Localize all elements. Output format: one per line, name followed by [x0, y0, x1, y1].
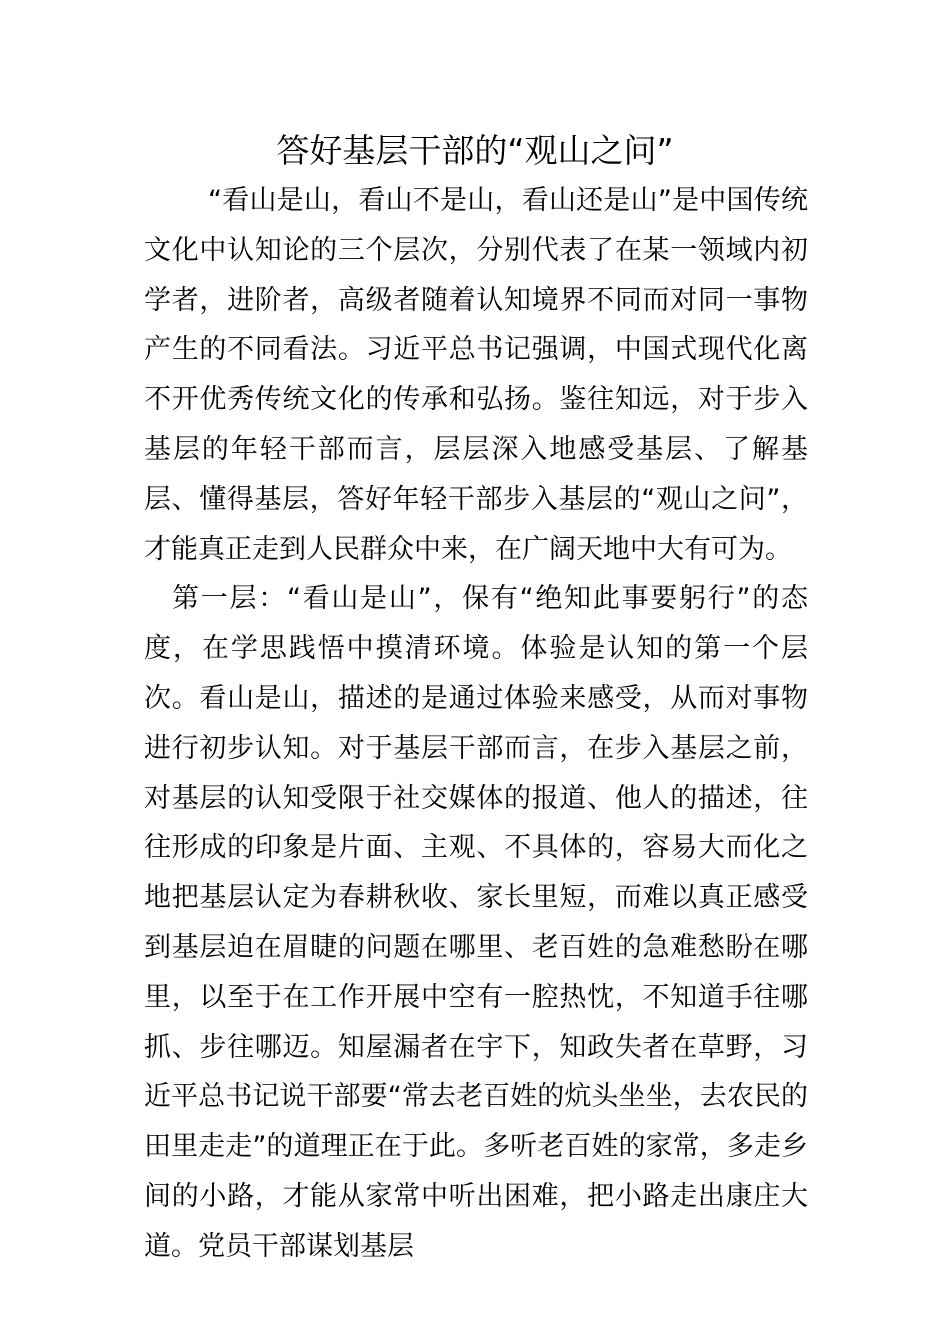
paragraph-first-layer: 第一层：“看山是山”，保有“绝知此事要躬行”的态度，在学思践悟中摸清环境。体验是认知的第一个层次。看山是山，描述的是通过体验来感受，从而对事物进行初步认知。对于基层干部而言，在步入基层之前，对基层的认知受限于社交媒体的报道、他人的描述，往往形成的印象是片面、主观、不具体的，容易大而化之地把基层认定为春耕秋收、家长里短，而难以真正感受到基层迫在眉睫的问题在哪里、老百姓的急难愁盼在哪里，以至于在工作开展中空有一腔热忱，不知道手往哪抓、步往哪迈。知屋漏者在宇下，知政失者在草野，习近平总书记说干部要“常去老百姓的炕头坐坐，去农民的田里走走”的道理正在于此。多听老百姓的家常，多走乡间的小路，才能从家常中听出困难，把小路走出康庄大道。党员干部谋划基层 — [144, 583, 808, 1262]
paragraph-intro: “看山是山，看山不是山，看山还是山”是中国传统文化中认知论的三个层次，分别代表了在某一领域内初学者，进阶者，高级者随着认知境界不同而对同一事物产生的不同看法。习近平总书记强调，中国式现代化离不开优秀传统文化的传承和弘扬。鉴往知远，对于步入基层的年轻干部而言，层层深入地感受基层、了解基层、懂得基层，答好年轻干部步入基层的“观山之问”，才能真正走到人民群众中来，在广阔天地中大有可为。 — [144, 185, 808, 565]
document-title: 答好基层干部的“观山之问” — [276, 131, 674, 170]
document-body — [144, 176, 808, 1272]
